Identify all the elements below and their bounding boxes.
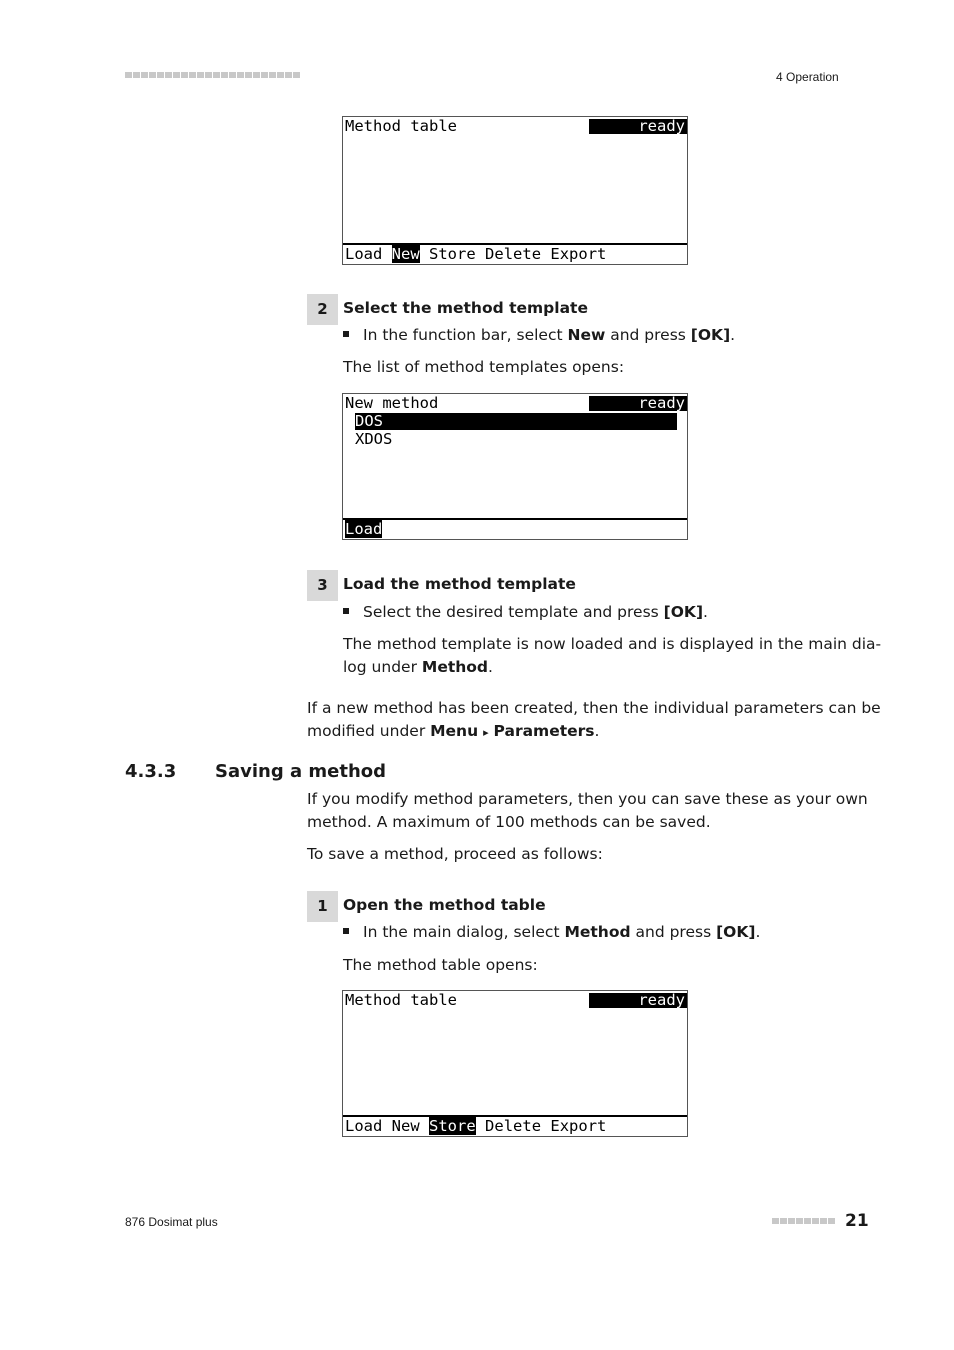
fbar-delete[interactable]: Delete <box>485 1117 542 1135</box>
lcd-function-bar <box>343 1115 687 1136</box>
lcd-title: Method table <box>345 117 457 135</box>
step-note: The list of method templates opens: <box>343 358 625 376</box>
body-paragraph: To save a method, proceed as follows: <box>307 845 603 863</box>
page-number: 21 <box>845 1211 869 1231</box>
lcd-function-bar <box>343 243 687 264</box>
fbar-load[interactable]: Load <box>345 1117 383 1135</box>
header-chapter: 4 Operation <box>776 70 839 84</box>
step-note: The method table opens: <box>343 956 538 974</box>
bullet-square-icon <box>343 331 349 337</box>
step-bullet: In the main dialog, select Method and press [OK]. <box>343 922 760 942</box>
step-bullet: Select the desired template and press [OK]. <box>343 602 708 622</box>
header-decoration <box>125 72 300 78</box>
lcd-screen-method-table <box>342 990 688 1137</box>
step-number: 3 <box>307 570 338 601</box>
lcd-status: ready <box>589 993 687 1008</box>
step-bullet: In the function bar, select New and press [OK]. <box>343 325 735 345</box>
bullet-square-icon <box>343 928 349 934</box>
section-number: 4.3.3 <box>125 761 177 782</box>
step-number: 2 <box>307 294 338 325</box>
body-paragraph: If a new method has been created, then the individual parameters can be modified under Menu ▸ Parameters. <box>307 699 881 740</box>
body-paragraph: If you modify method parameters, then you can save these as your own method. A maximum of 100 methods can be saved. <box>307 790 868 831</box>
fbar-export[interactable]: Export <box>550 1117 607 1135</box>
fbar-new[interactable]: New <box>391 1117 420 1135</box>
lcd-title: New method <box>345 394 439 412</box>
lcd-status: ready <box>589 119 687 134</box>
section-heading <box>125 760 386 784</box>
bullet-square-icon <box>343 608 349 614</box>
section-title: Saving a method <box>215 761 387 782</box>
template-item-dos[interactable]: DOS <box>355 413 677 430</box>
step-note: The method template is now loaded and is displayed in the main dia- log under Method. <box>343 635 882 676</box>
step-title: Select the method template <box>343 299 588 317</box>
lcd-title: Method table <box>345 991 457 1009</box>
footer-decoration <box>772 1218 835 1224</box>
fbar-load[interactable]: Load <box>345 520 383 538</box>
lcd-status: ready <box>589 396 687 411</box>
lcd-function-bar <box>343 518 687 539</box>
menu-arrow-icon: ▸ <box>483 725 489 739</box>
step-title: Load the method template <box>343 575 576 593</box>
lcd-screen-method-table <box>342 116 688 265</box>
template-item-xdos[interactable]: XDOS <box>355 430 393 448</box>
fbar-new[interactable]: New <box>391 245 420 263</box>
step-title: Open the method table <box>343 896 546 914</box>
lcd-screen-new-method <box>342 393 688 540</box>
fbar-load[interactable]: Load <box>345 245 383 263</box>
step-number: 1 <box>307 891 338 922</box>
fbar-delete[interactable]: Delete <box>485 245 542 263</box>
footer-product: 876 Dosimat plus <box>125 1215 218 1229</box>
fbar-export[interactable]: Export <box>550 245 607 263</box>
fbar-store[interactable]: Store <box>429 245 476 263</box>
fbar-store[interactable]: Store <box>429 1117 476 1135</box>
